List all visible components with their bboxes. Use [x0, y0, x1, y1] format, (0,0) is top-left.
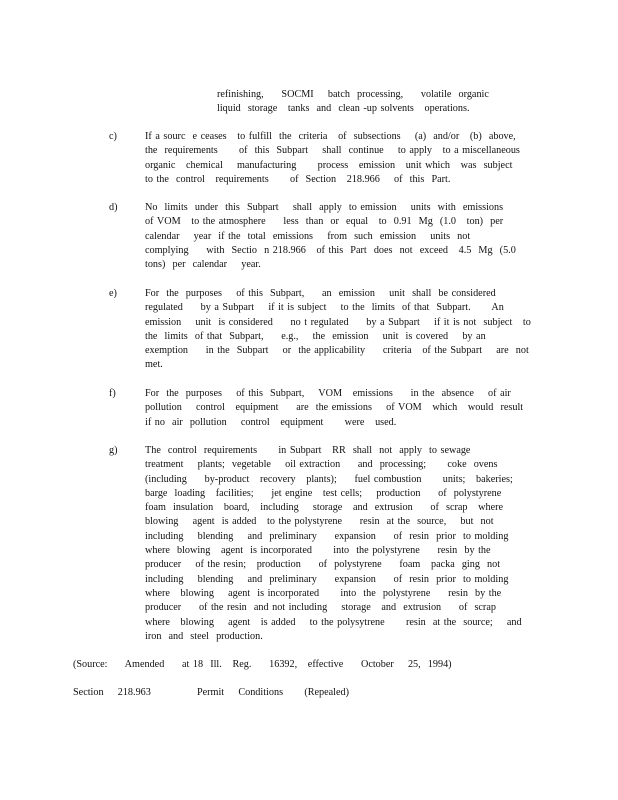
item-g-line-6: blowing agent is added to the polystyrene resin at the source, but not — [145, 516, 494, 528]
continuation-line-1: refinishing, SOCMI batch processing, volatile organic — [217, 89, 489, 100]
item-c-label: c) — [109, 131, 117, 142]
item-d-line-4: complying with Sectio n 218.966 of this Part does not exceed 4.5 Mg (5.0 — [145, 244, 516, 256]
item-e-line-1: For the purposes of this Subpart, an emission unit shall be considered — [145, 288, 496, 299]
section-heading: Section 218.963 Permit Conditions (Repealed) — [73, 687, 350, 698]
item-g-paragraph — [145, 444, 522, 644]
item-f-line-3: if no air pollution control equipment were used. — [145, 416, 397, 428]
item-g-line-1: The control requirements in Subpart RR shall not apply to sewage — [145, 445, 471, 456]
item-d-label: d) — [109, 202, 118, 213]
item-g-line-8: where blowing agent is incorporated into the polystyrene resin by the — [145, 545, 491, 557]
item-e-line-6: met. — [145, 359, 163, 371]
item-d-line-5: tons) per calendar year. — [145, 259, 261, 271]
item-d-line-3: calendar year if the total emissions from such emission units not — [145, 230, 471, 242]
item-e-line-4: the limits of that Subpart, e.g., the emission unit is covered by an — [145, 330, 486, 342]
item-e-line-2: regulated by a Subpart if it is subject to the limits of that Subpart. An — [145, 302, 504, 314]
item-g-line-5: foam insulation board, including storage and extrusion of scrap where — [145, 502, 504, 514]
item-d-paragraph — [145, 201, 515, 272]
item-e-line-3: emission unit is considered no t regulated by a Subpart if it is not subject to — [145, 316, 531, 328]
item-c-line-3: organic chemical manufacturing process emission unit which was subject — [145, 159, 513, 171]
item-e-paragraph — [145, 287, 531, 373]
item-g-line-13: where blowing agent is added to the polysytrene resin at the source; and — [145, 616, 522, 628]
item-g-label: g) — [109, 445, 118, 456]
item-c-line-2: the requirements of this Subpart shall continue to apply to a miscellaneous — [145, 145, 520, 157]
item-g-line-14: iron and steel production. — [145, 630, 263, 642]
item-g-line-11: where blowing agent is incorporated into the polystyrene resin by the — [145, 587, 502, 599]
item-d-line-1: No limits under this Subpart shall apply to emission units with emissions — [145, 202, 504, 213]
item-e-line-5: exemption in the Subpart or the applicability criteria of the Subpart are not — [145, 345, 529, 357]
item-g-line-12: producer of the resin and not including storage and extrusion of scrap — [145, 602, 496, 614]
item-e-label: e) — [109, 288, 117, 299]
item-g-line-10: including blending and preliminary expansion of resin prior to molding — [145, 573, 509, 585]
item-g-line-2: treatment plants; vegetable oil extraction and processing; coke ovens — [145, 459, 498, 471]
item-g-line-9: producer of the resin; production of polystyrene foam packa ging not — [145, 559, 501, 571]
source-note: (Source: Amended at 18 Ill. Reg. 16392, effective October 25, 1994) — [73, 659, 452, 670]
item-c-paragraph — [145, 130, 520, 187]
item-f-paragraph — [145, 387, 524, 430]
item-f-label: f) — [109, 388, 116, 399]
continuation-line-2: liquid storage tanks and clean -up solvents operations. — [217, 103, 470, 115]
item-f-line-1: For the purposes of this Subpart, VOM emissions in the absence of air — [145, 388, 511, 399]
item-g-line-4: barge loading facilities; jet engine test cells; production of polystyrene — [145, 487, 502, 499]
item-g-line-3: (including by-product recovery plants); fuel combustion units; bakeries; — [145, 473, 513, 485]
item-c-line-4: to the control requirements of Section 218.966 of this Part. — [145, 173, 451, 185]
item-c-line-1: If a sourc e ceases to fulfill the criteria of subsections (a) and/or (b) above, — [145, 131, 516, 142]
item-f-line-2: pollution control equipment are the emissions of VOM which would result — [145, 402, 524, 414]
item-g-line-7: including blending and preliminary expansion of resin prior to molding — [145, 530, 509, 542]
item-d-line-2: of VOM to the atmosphere less than or equal to 0.91 Mg (1.0 ton) per — [145, 216, 504, 228]
continuation-text — [217, 88, 507, 117]
